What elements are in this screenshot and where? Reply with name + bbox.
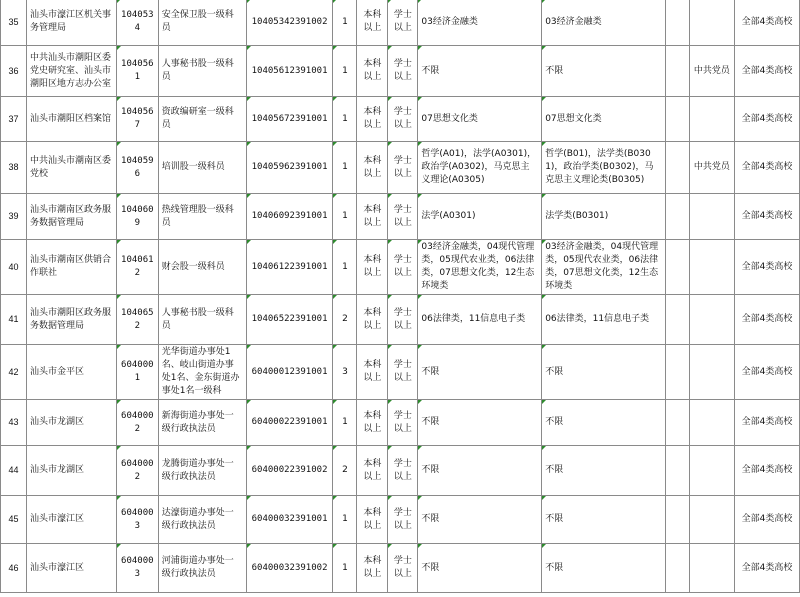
position-code-cell[interactable]: 10406122391001 <box>246 240 333 295</box>
education-cell[interactable]: 本科以上 <box>357 295 388 345</box>
hiring-count-cell[interactable]: 2 <box>333 446 357 496</box>
position-code-cell[interactable]: 60400032391001 <box>246 496 333 544</box>
political-status-cell[interactable] <box>689 295 734 345</box>
position-code-cell[interactable]: 60400022391001 <box>246 400 333 446</box>
hiring-count-cell[interactable]: 1 <box>333 400 357 446</box>
position-cell[interactable]: 光华街道办事处1名、岐山街道办事处1名、金东街道办事处1名一级科 <box>158 345 246 400</box>
postgrad-major-cell[interactable]: 不限 <box>542 400 666 446</box>
blank-cell[interactable] <box>665 46 689 97</box>
hiring-count-cell[interactable]: 1 <box>333 97 357 142</box>
table-body <box>1 0 800 593</box>
position-code-cell[interactable]: 10405612391001 <box>246 46 333 97</box>
school-requirement-cell[interactable]: 全部4类高校 <box>734 194 799 240</box>
blank-cell[interactable] <box>665 194 689 240</box>
postgrad-major-cell[interactable]: 03经济金融类，04现代管理类，05现代农业类，06法律类，07思想文化类，12生态环境类 <box>542 240 666 295</box>
position-code-cell[interactable]: 60400022391002 <box>246 446 333 496</box>
education-cell[interactable]: 本科以上 <box>357 46 388 97</box>
political-status-cell[interactable] <box>689 345 734 400</box>
department-cell[interactable]: 汕头市龙湖区 <box>26 446 116 496</box>
education-cell[interactable]: 本科以上 <box>357 345 388 400</box>
undergrad-major-cell[interactable]: 不限 <box>418 46 542 97</box>
blank-cell[interactable] <box>665 240 689 295</box>
department-cell[interactable]: 汕头市潮阳区档案馆 <box>26 97 116 142</box>
degree-cell[interactable]: 学士以上 <box>388 0 418 46</box>
blank-cell[interactable] <box>665 295 689 345</box>
hiring-count-cell[interactable]: 1 <box>333 194 357 240</box>
degree-cell[interactable]: 学士以上 <box>388 446 418 496</box>
degree-cell[interactable]: 学士以上 <box>388 194 418 240</box>
undergrad-major-cell[interactable]: 哲学(A01)，法学(A0301)，政治学(A0302)，马克思主义理论(A0305) <box>418 142 542 194</box>
unit-code-cell[interactable]: 1040609 <box>116 194 158 240</box>
school-requirement-cell[interactable]: 全部4类高校 <box>734 496 799 544</box>
row-number-cell[interactable]: 46 <box>1 544 27 593</box>
degree-cell[interactable]: 学士以上 <box>388 295 418 345</box>
undergrad-major-cell[interactable]: 不限 <box>418 446 542 496</box>
position-cell[interactable]: 达濠街道办事处一级行政执法员 <box>158 496 246 544</box>
undergrad-major-cell[interactable]: 不限 <box>418 496 542 544</box>
department-cell[interactable]: 汕头市潮南区供销合作联社 <box>26 240 116 295</box>
row-number-cell[interactable]: 42 <box>1 345 27 400</box>
political-status-cell[interactable] <box>689 496 734 544</box>
position-code-cell[interactable]: 10406092391001 <box>246 194 333 240</box>
blank-cell[interactable] <box>665 345 689 400</box>
position-cell[interactable]: 人事秘书股一级科员 <box>158 295 246 345</box>
position-code-cell[interactable]: 60400032391002 <box>246 544 333 593</box>
table-row <box>1 97 800 142</box>
unit-code-cell[interactable]: 6040002 <box>116 400 158 446</box>
hiring-count-cell[interactable]: 1 <box>333 142 357 194</box>
degree-cell[interactable]: 学士以上 <box>388 142 418 194</box>
school-requirement-cell[interactable]: 全部4类高校 <box>734 0 799 46</box>
education-cell[interactable]: 本科以上 <box>357 240 388 295</box>
position-code-cell[interactable]: 10405672391001 <box>246 97 333 142</box>
row-number-cell[interactable]: 40 <box>1 240 27 295</box>
postgrad-major-cell[interactable]: 哲学(B01)，法学类(B0301)，政治学类(B0302)，马克思主义理论类(B0305) <box>542 142 666 194</box>
hiring-count-cell[interactable]: 2 <box>333 295 357 345</box>
degree-cell[interactable]: 学士以上 <box>388 496 418 544</box>
degree-cell[interactable]: 学士以上 <box>388 46 418 97</box>
unit-code-cell[interactable]: 6040003 <box>116 496 158 544</box>
row-number-cell[interactable]: 36 <box>1 46 27 97</box>
row-number-cell[interactable]: 37 <box>1 97 27 142</box>
blank-cell[interactable] <box>665 544 689 593</box>
degree-cell[interactable]: 学士以上 <box>388 345 418 400</box>
hiring-count-cell[interactable]: 1 <box>333 0 357 46</box>
blank-cell[interactable] <box>665 142 689 194</box>
position-cell[interactable]: 财会股一级科员 <box>158 240 246 295</box>
political-status-cell[interactable]: 中共党员 <box>689 46 734 97</box>
hiring-count-cell[interactable]: 3 <box>333 345 357 400</box>
position-cell[interactable]: 人事秘书股一级科员 <box>158 46 246 97</box>
position-code-cell[interactable]: 60400012391001 <box>246 345 333 400</box>
position-code-cell[interactable]: 10406522391001 <box>246 295 333 345</box>
row-number-cell[interactable]: 38 <box>1 142 27 194</box>
table-row <box>1 142 800 194</box>
undergrad-major-cell[interactable]: 不限 <box>418 544 542 593</box>
school-requirement-cell[interactable]: 全部4类高校 <box>734 446 799 496</box>
table-row <box>1 400 800 446</box>
undergrad-major-cell[interactable]: 法学(A0301) <box>418 194 542 240</box>
school-requirement-cell[interactable]: 全部4类高校 <box>734 142 799 194</box>
table-row <box>1 345 800 400</box>
unit-code-cell[interactable]: 1040561 <box>116 46 158 97</box>
undergrad-major-cell[interactable]: 不限 <box>418 345 542 400</box>
undergrad-major-cell[interactable]: 不限 <box>418 400 542 446</box>
position-cell[interactable]: 热线管理股一级科员 <box>158 194 246 240</box>
position-code-cell[interactable]: 10405962391001 <box>246 142 333 194</box>
unit-code-cell[interactable]: 1040567 <box>116 97 158 142</box>
education-cell[interactable]: 本科以上 <box>357 97 388 142</box>
political-status-cell[interactable] <box>689 446 734 496</box>
political-status-cell[interactable] <box>689 544 734 593</box>
department-cell[interactable]: 汕头市濠江区 <box>26 496 116 544</box>
education-cell[interactable]: 本科以上 <box>357 496 388 544</box>
political-status-cell[interactable]: 中共党员 <box>689 142 734 194</box>
postgrad-major-cell[interactable]: 07思想文化类 <box>542 97 666 142</box>
department-cell[interactable]: 汕头市濠江区机关事务管理局 <box>26 0 116 46</box>
postgrad-major-cell[interactable]: 不限 <box>542 345 666 400</box>
blank-cell[interactable] <box>665 446 689 496</box>
degree-cell[interactable]: 学士以上 <box>388 400 418 446</box>
hiring-count-cell[interactable]: 1 <box>333 496 357 544</box>
undergrad-major-cell[interactable]: 03经济金融类 <box>418 0 542 46</box>
row-number-cell[interactable]: 41 <box>1 295 27 345</box>
unit-code-cell[interactable]: 6040003 <box>116 544 158 593</box>
political-status-cell[interactable] <box>689 240 734 295</box>
position-cell[interactable]: 龙腾街道办事处一级行政执法员 <box>158 446 246 496</box>
position-cell[interactable]: 培训股一级科员 <box>158 142 246 194</box>
school-requirement-cell[interactable]: 全部4类高校 <box>734 46 799 97</box>
unit-code-cell[interactable]: 6040001 <box>116 345 158 400</box>
education-cell[interactable]: 本科以上 <box>357 0 388 46</box>
position-cell[interactable]: 新海街道办事处一级行政执法员 <box>158 400 246 446</box>
table-row <box>1 544 800 593</box>
education-cell[interactable]: 本科以上 <box>357 400 388 446</box>
table-row <box>1 446 800 496</box>
education-cell[interactable]: 本科以上 <box>357 544 388 593</box>
table-row <box>1 46 800 97</box>
postgrad-major-cell[interactable]: 不限 <box>542 496 666 544</box>
unit-code-cell[interactable]: 1040596 <box>116 142 158 194</box>
political-status-cell[interactable] <box>689 0 734 46</box>
row-number-cell[interactable]: 44 <box>1 446 27 496</box>
row-number-cell[interactable]: 39 <box>1 194 27 240</box>
political-status-cell[interactable] <box>689 400 734 446</box>
degree-cell[interactable]: 学士以上 <box>388 240 418 295</box>
undergrad-major-cell[interactable]: 07思想文化类 <box>418 97 542 142</box>
row-number-cell[interactable]: 45 <box>1 496 27 544</box>
department-cell[interactable]: 中共汕头市潮南区委党校 <box>26 142 116 194</box>
education-cell[interactable]: 本科以上 <box>357 194 388 240</box>
school-requirement-cell[interactable]: 全部4类高校 <box>734 295 799 345</box>
position-cell[interactable]: 安全保卫股一级科员 <box>158 0 246 46</box>
department-cell[interactable]: 汕头市龙湖区 <box>26 400 116 446</box>
undergrad-major-cell[interactable]: 03经济金融类，04现代管理类，05现代农业类，06法律类，07思想文化类，12生态环境类 <box>418 240 542 295</box>
hiring-count-cell[interactable]: 1 <box>333 46 357 97</box>
school-requirement-cell[interactable]: 全部4类高校 <box>734 400 799 446</box>
department-cell[interactable]: 汕头市潮南区政务服务数据管理局 <box>26 194 116 240</box>
education-cell[interactable]: 本科以上 <box>357 142 388 194</box>
postgrad-major-cell[interactable]: 06法律类，11信息电子类 <box>542 295 666 345</box>
table-row <box>1 496 800 544</box>
table-row <box>1 0 800 46</box>
unit-code-cell[interactable]: 1040612 <box>116 240 158 295</box>
department-cell[interactable]: 汕头市濠江区 <box>26 544 116 593</box>
degree-cell[interactable]: 学士以上 <box>388 97 418 142</box>
unit-code-cell[interactable]: 1040652 <box>116 295 158 345</box>
department-cell[interactable]: 中共汕头市潮阳区委党史研究室、汕头市潮阳区地方志办公室 <box>26 46 116 97</box>
political-status-cell[interactable] <box>689 194 734 240</box>
blank-cell[interactable] <box>665 0 689 46</box>
blank-cell[interactable] <box>665 496 689 544</box>
school-requirement-cell[interactable]: 全部4类高校 <box>734 97 799 142</box>
department-cell[interactable]: 汕头市潮阳区政务服务数据管理局 <box>26 295 116 345</box>
school-requirement-cell[interactable]: 全部4类高校 <box>734 345 799 400</box>
hiring-count-cell[interactable]: 1 <box>333 544 357 593</box>
row-number-cell[interactable]: 35 <box>1 0 27 46</box>
department-cell[interactable]: 汕头市金平区 <box>26 345 116 400</box>
unit-code-cell[interactable]: 6040002 <box>116 446 158 496</box>
position-cell[interactable]: 资政编研室一级科员 <box>158 97 246 142</box>
school-requirement-cell[interactable]: 全部4类高校 <box>734 544 799 593</box>
school-requirement-cell[interactable]: 全部4类高校 <box>734 240 799 295</box>
postgrad-major-cell[interactable]: 不限 <box>542 446 666 496</box>
hiring-count-cell[interactable]: 1 <box>333 240 357 295</box>
postgrad-major-cell[interactable]: 03经济金融类 <box>542 0 666 46</box>
degree-cell[interactable]: 学士以上 <box>388 544 418 593</box>
unit-code-cell[interactable]: 1040534 <box>116 0 158 46</box>
blank-cell[interactable] <box>665 400 689 446</box>
row-number-cell[interactable]: 43 <box>1 400 27 446</box>
political-status-cell[interactable] <box>689 97 734 142</box>
postgrad-major-cell[interactable]: 不限 <box>542 544 666 593</box>
table-row <box>1 295 800 345</box>
table-row <box>1 194 800 240</box>
postgrad-major-cell[interactable]: 不限 <box>542 46 666 97</box>
education-cell[interactable]: 本科以上 <box>357 446 388 496</box>
position-code-cell[interactable]: 10405342391002 <box>246 0 333 46</box>
postgrad-major-cell[interactable]: 法学类(B0301) <box>542 194 666 240</box>
undergrad-major-cell[interactable]: 06法律类，11信息电子类 <box>418 295 542 345</box>
table-row <box>1 240 800 295</box>
blank-cell[interactable] <box>665 97 689 142</box>
position-cell[interactable]: 河浦街道办事处一级行政执法员 <box>158 544 246 593</box>
